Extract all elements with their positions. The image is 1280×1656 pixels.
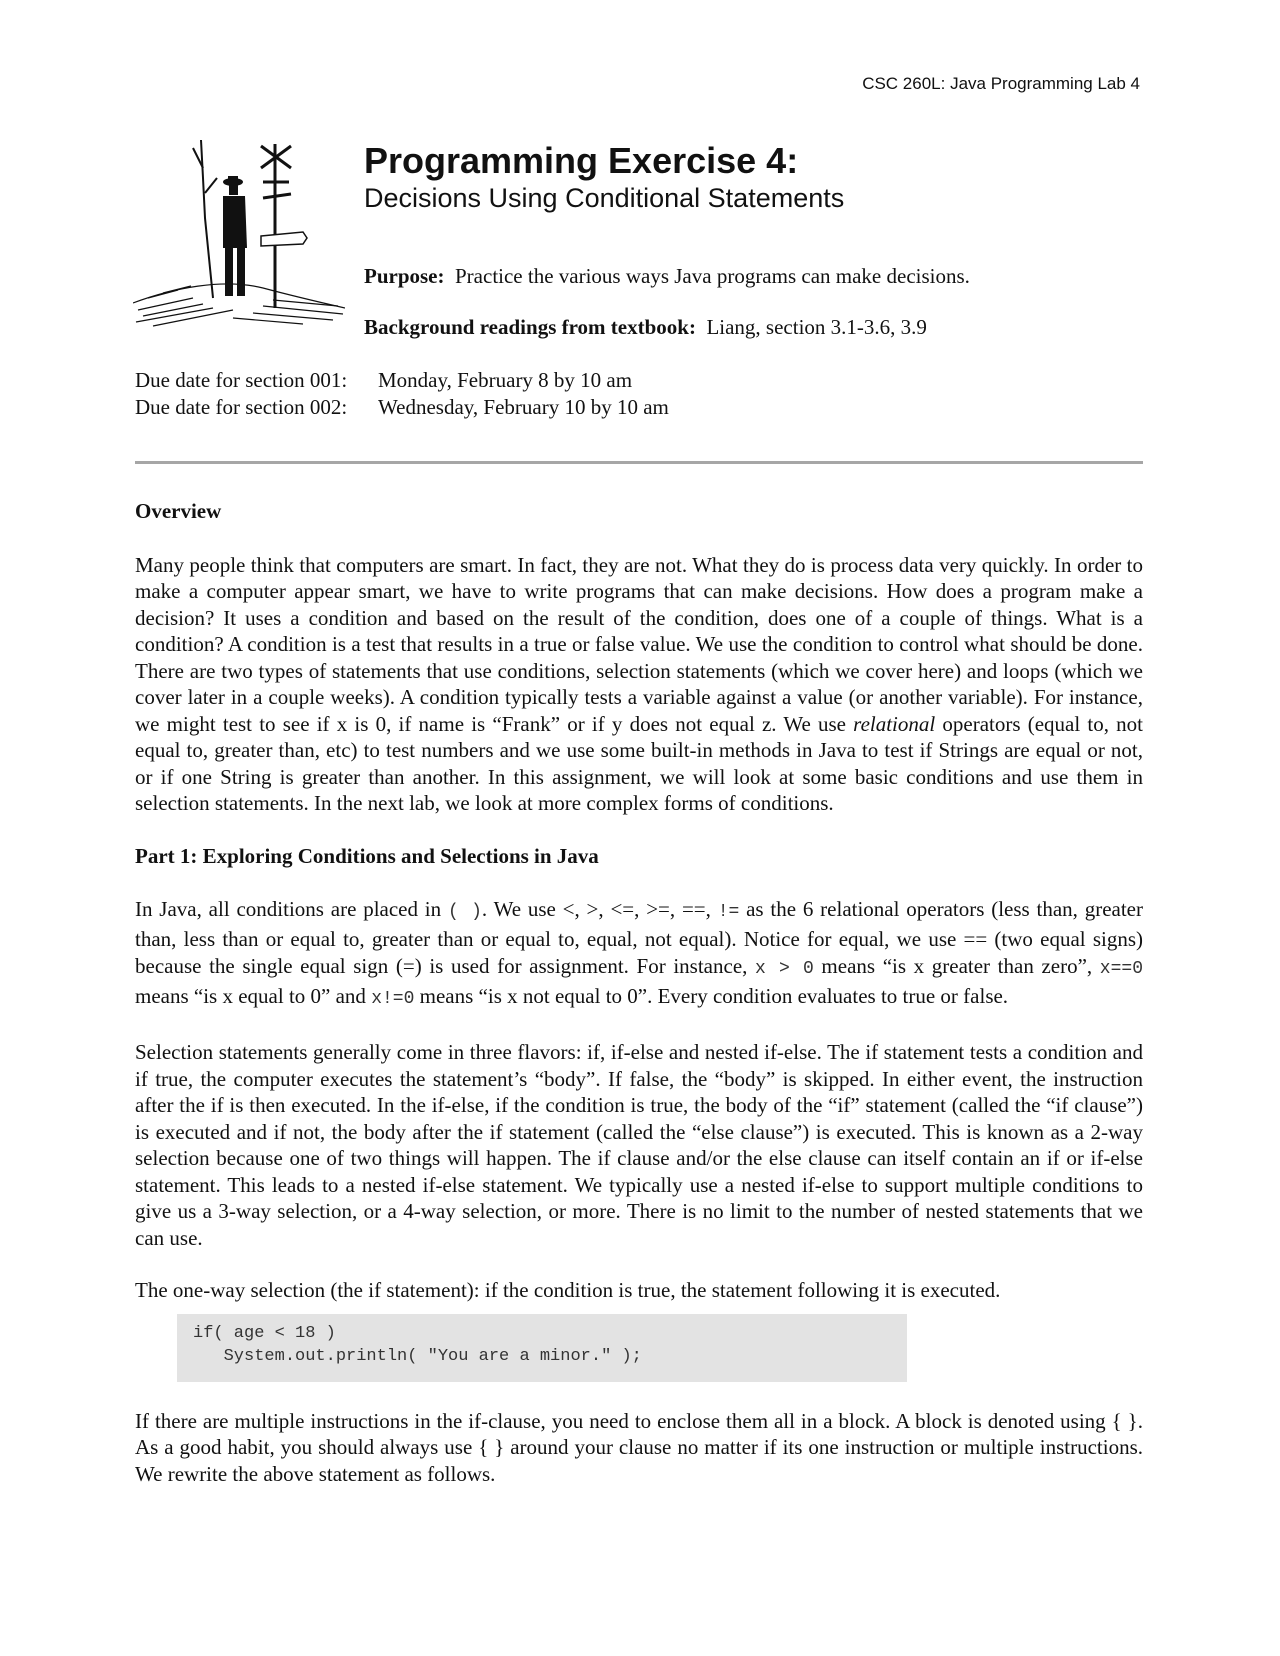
due-date-label: Due date for section 001: [135,368,348,392]
code-block [177,1314,907,1382]
inline-code: x > 0 [755,959,814,979]
purpose-text: Practice the various ways Java programs can make decisions. [455,264,970,288]
inline-code: x!=0 [371,989,415,1009]
purpose-label: Purpose: [364,264,445,288]
purpose-line [364,263,970,290]
text-run: means “is x equal to 0” and [135,984,372,1008]
text-run: as the 6 relational operators (less than, greater than, less than or equal to, greater than or equal to, equal, not equal). Notice for equal, we use == (two equal signs) because the single equal sign (=) is used for assignment. For instance, [135,897,1143,978]
text-run: . We use <, >, <=, >=, ==, [481,897,718,921]
crossroads-signpost-illustration [133,138,345,328]
due-date-row [135,394,669,421]
text-run: In Java, all conditions are placed in [135,897,448,921]
part1-paragraph-conditions [135,896,1143,1013]
inline-code: != [717,902,740,922]
part1-paragraph-block: If there are multiple instructions in the if-clause, you need to enclose them all in a block. A block is denoted using { }. As a good habit, you should always use { } around your clause no matter if its one instruction or multiple instructions. We rewrite the above statement as follows. [135,1408,1143,1486]
text-run: means “is x greater than zero”, [813,954,1100,978]
readings-label: Background readings from textbook: [364,315,696,339]
code-line: if( age < 18 ) [193,1323,336,1343]
text-run: operators (equal to, not equal to, greater than, etc) to test numbers and we use some built-in methods in Java to test if Strings are equal or not, or if one String is greater than another. In this assignment, we will look at some basic conditions and use them in selection statements. In the next lab, we look at more complex forms of conditions. [135,711,1143,815]
part1-paragraph-selection: Selection statements generally come in three flavors: if, if-else and nested if-else. The if statement tests a condition and if true, the computer executes the statement’s “body”. If false, the “body” is skipped. In either event, the instruction after the if is then executed. In the if-else, if the condition is true, the body of the “if” statement (called the “if clause”) is executed and if not, the body after the if statement (called the “else clause”) is executed. This is known as a 2-way selection because one of two things will happen. The if clause and/or the else clause can itself contain an if or if-else statement. This leads to a nested if-else statement. We typically use a nested if-else to support multiple conditions to give us a 3-way selection, or a 4-way selection, or more. There is no limit to the number of nested statements that we can use. [135,1040,1143,1250]
title-block [364,140,1144,214]
code-line: System.out.println( "You are a minor." ); [193,1346,642,1366]
document-subtitle: Decisions Using Conditional Statements [364,183,845,213]
document-title: Programming Exercise 4: [364,140,799,181]
due-date-row [135,367,669,394]
due-date-label: Due date for section 002: [135,394,348,419]
inline-code: ( ) [447,902,482,922]
readings-line [364,314,927,341]
overview-heading: Overview [135,499,222,523]
due-date-value: Wednesday, February 10 by 10 am [378,394,669,419]
emphasis-relational: relational [853,711,936,736]
running-header: CSC 260L: Java Programming Lab 4 [862,74,1140,93]
part1-paragraph-one-way: The one-way selection (the if statement): if the condition is true, the statement following it is executed. [135,1278,1001,1302]
text-run: Many people think that computers are smart. In fact, they are not. What they do is process data very quickly. In order to make a computer appear smart, we have to write programs that can make decisions. How does a program make a decision? It uses a condition and based on the result of the condition, does one of a couple of things. What is a condition? A condition is a test that results in a true or false value. We use the condition to control what should be done. There are two types of statements that use conditions, selection statements (which we cover here) and loops (which we cover later in a couple weeks). A condition typically tests a variable against a value (or another variable). For instance, we might test to see if x is 0, if name is “Frank” or if y does not equal z. We use [135,552,1143,736]
text-run: means “is x not equal to 0”. Every condition evaluates to true or false. [414,984,1009,1008]
due-dates [135,367,669,420]
due-date-value: Monday, February 8 by 10 am [378,368,633,392]
inline-code: x==0 [1099,959,1144,979]
readings-text: Liang, section 3.1-3.6, 3.9 [706,315,927,339]
part1-heading: Part 1: Exploring Conditions and Selections in Java [135,843,599,868]
document-body [135,498,1143,1487]
overview-paragraph [135,552,1143,817]
horizontal-rule [135,461,1143,464]
